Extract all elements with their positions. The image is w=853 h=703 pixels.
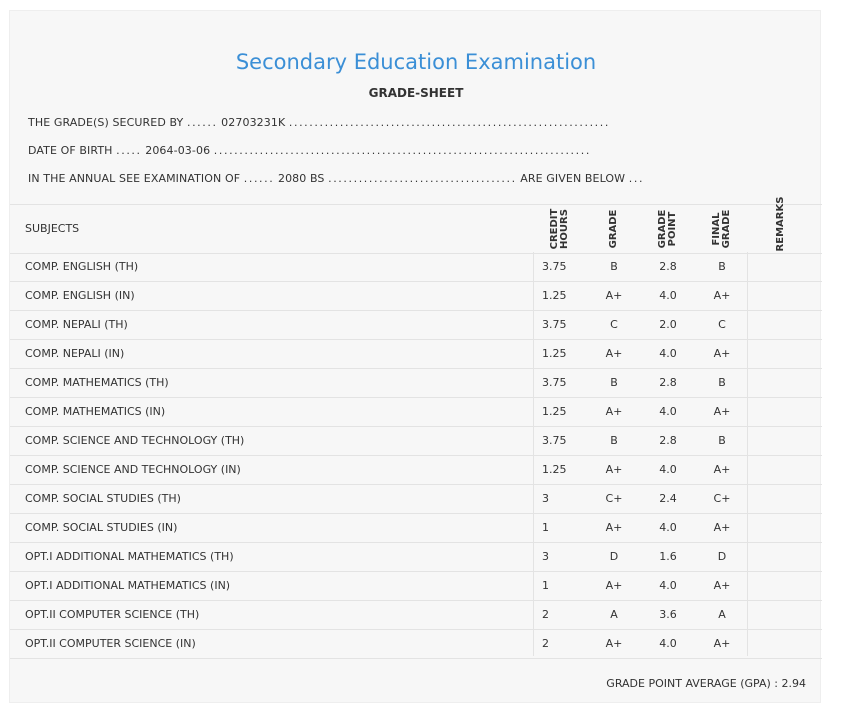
header-final-grade [712, 210, 732, 249]
final-grade-cell: B [718, 376, 726, 389]
grade-sheet [9, 10, 821, 703]
table-row [10, 339, 822, 369]
final-grade-cell: A+ [713, 405, 731, 418]
dot-leader: ... [628, 172, 645, 185]
info-line-exam [28, 172, 644, 185]
grade-point-cell: 4.0 [659, 405, 677, 418]
final-grade-cell: A+ [713, 521, 731, 534]
final-grade-cell: A+ [713, 579, 731, 592]
grade-point-cell: 4.0 [659, 347, 677, 360]
grade-point-cell: 2.8 [659, 434, 677, 447]
subject-cell: OPT.II COMPUTER SCIENCE (TH) [25, 608, 200, 621]
info-label: DATE OF BIRTH [28, 144, 113, 157]
credit-hours-cell: 3 [542, 550, 549, 563]
info-label: IN THE ANNUAL SEE EXAMINATION OF [28, 172, 241, 185]
grade-cell: D [609, 550, 619, 563]
final-grade-cell: B [718, 434, 726, 447]
grade-cell: A+ [605, 289, 623, 302]
grade-cell: A+ [605, 579, 623, 592]
grade-point-cell: 4.0 [659, 521, 677, 534]
credit-hours-cell: 2 [542, 637, 549, 650]
grade-cell: B [610, 376, 618, 389]
credit-hours-cell: 1 [542, 579, 549, 592]
subject-cell: COMP. ENGLISH (IN) [25, 289, 135, 302]
credit-hours-cell: 1.25 [542, 347, 567, 360]
grade-cell: A+ [605, 521, 623, 534]
grade-point-cell: 3.6 [659, 608, 677, 621]
table-row [10, 397, 822, 427]
table-row [10, 455, 822, 485]
dot-leader: ...... [186, 116, 218, 129]
grade-cell: A [610, 608, 618, 621]
info-suffix: ARE GIVEN BELOW [520, 172, 626, 185]
credit-hours-cell: 1.25 [542, 289, 567, 302]
header-gp-line2: POINT [667, 211, 678, 247]
dot-leader: .......................................................................... [213, 144, 591, 157]
grade-point-cell: 2.8 [659, 376, 677, 389]
date-of-birth: 2064-03-06 [145, 144, 211, 157]
credit-hours-cell: 1.25 [542, 405, 567, 418]
grade-cell: C+ [605, 492, 623, 505]
grade-point-cell: 4.0 [659, 579, 677, 592]
table-row [10, 600, 822, 630]
grade-point-cell: 4.0 [659, 463, 677, 476]
final-grade-cell: D [717, 550, 727, 563]
info-label: THE GRADE(S) SECURED BY [28, 116, 184, 129]
gpa-summary [606, 677, 806, 690]
subject-cell: OPT.I ADDITIONAL MATHEMATICS (TH) [25, 550, 234, 563]
subject-cell: OPT.II COMPUTER SCIENCE (IN) [25, 637, 196, 650]
exam-year: 2080 BS [277, 172, 325, 185]
subject-cell: COMP. MATHEMATICS (IN) [25, 405, 166, 418]
credit-hours-cell: 1 [542, 521, 549, 534]
header-grade-line: GRADE [608, 209, 619, 249]
column-divider [533, 252, 534, 656]
table-row [10, 368, 822, 398]
header-fg-line1: FINAL [711, 212, 722, 246]
subject-cell: COMP. SOCIAL STUDIES (IN) [25, 521, 178, 534]
table-row [10, 426, 822, 456]
subject-cell: COMP. NEPALI (TH) [25, 318, 128, 331]
credit-hours-cell: 3.75 [542, 376, 567, 389]
page-subtitle: GRADE-SHEET [368, 86, 464, 100]
subject-cell: OPT.I ADDITIONAL MATHEMATICS (IN) [25, 579, 231, 592]
header-fg-line2: GRADE [721, 209, 732, 249]
header-gp-line1: GRADE [657, 209, 668, 249]
page-title: Secondary Education Examination [235, 50, 597, 74]
header-grade [609, 210, 619, 249]
header-credit-line2: HOURS [559, 209, 570, 249]
table-row [10, 571, 822, 601]
final-grade-cell: A [718, 608, 726, 621]
info-line-symbol [28, 116, 610, 129]
credit-hours-cell: 1.25 [542, 463, 567, 476]
grade-cell: A+ [605, 347, 623, 360]
grade-point-cell: 4.0 [659, 289, 677, 302]
grade-point-cell: 2.4 [659, 492, 677, 505]
subject-cell: COMP. NEPALI (IN) [25, 347, 125, 360]
header-credit-line1: CREDIT [549, 208, 560, 250]
grade-point-cell: 4.0 [659, 637, 677, 650]
subject-cell: COMP. ENGLISH (TH) [25, 260, 139, 273]
header-grade-point [658, 210, 678, 249]
grade-point-cell: 2.8 [659, 260, 677, 273]
table-header [10, 196, 822, 254]
final-grade-cell: A+ [713, 289, 731, 302]
table-row [10, 310, 822, 340]
dot-leader: ............................................................... [288, 116, 610, 129]
table-row [10, 542, 822, 572]
credit-hours-cell: 3.75 [542, 434, 567, 447]
grade-cell: A+ [605, 637, 623, 650]
header-credit-hours [550, 209, 570, 250]
gpa-value: 2.94 [781, 677, 806, 690]
subject-cell: COMP. SCIENCE AND TECHNOLOGY (TH) [25, 434, 245, 447]
dot-leader: ...... [243, 172, 275, 185]
grade-cell: A+ [605, 463, 623, 476]
credit-hours-cell: 2 [542, 608, 549, 621]
final-grade-cell: C [718, 318, 726, 331]
subject-cell: COMP. SCIENCE AND TECHNOLOGY (IN) [25, 463, 241, 476]
header-remarks-line: REMARKS [775, 196, 786, 252]
final-grade-cell: A+ [713, 637, 731, 650]
header-subjects: SUBJECTS [25, 222, 80, 235]
table-row [10, 484, 822, 514]
grade-cell: A+ [605, 405, 623, 418]
table-row [10, 252, 822, 282]
gpa-label: GRADE POINT AVERAGE (GPA) : [606, 677, 778, 690]
info-line-dob [28, 144, 591, 157]
table-row [10, 629, 822, 659]
final-grade-cell: C+ [713, 492, 731, 505]
dot-leader: ..... [116, 144, 142, 157]
dot-leader: ..................................... [328, 172, 517, 185]
symbol-number: 02703231K [221, 116, 286, 129]
table-row [10, 513, 822, 543]
grade-cell: C [610, 318, 618, 331]
grade-point-cell: 1.6 [659, 550, 677, 563]
final-grade-cell: A+ [713, 347, 731, 360]
credit-hours-cell: 3.75 [542, 318, 567, 331]
subject-cell: COMP. MATHEMATICS (TH) [25, 376, 169, 389]
credit-hours-cell: 3 [542, 492, 549, 505]
final-grade-cell: A+ [713, 463, 731, 476]
header-remarks [776, 197, 786, 252]
column-divider [747, 252, 748, 656]
credit-hours-cell: 3.75 [542, 260, 567, 273]
subject-cell: COMP. SOCIAL STUDIES (TH) [25, 492, 181, 505]
grade-point-cell: 2.0 [659, 318, 677, 331]
final-grade-cell: B [718, 260, 726, 273]
table-row [10, 281, 822, 311]
grade-cell: B [610, 434, 618, 447]
grade-cell: B [610, 260, 618, 273]
